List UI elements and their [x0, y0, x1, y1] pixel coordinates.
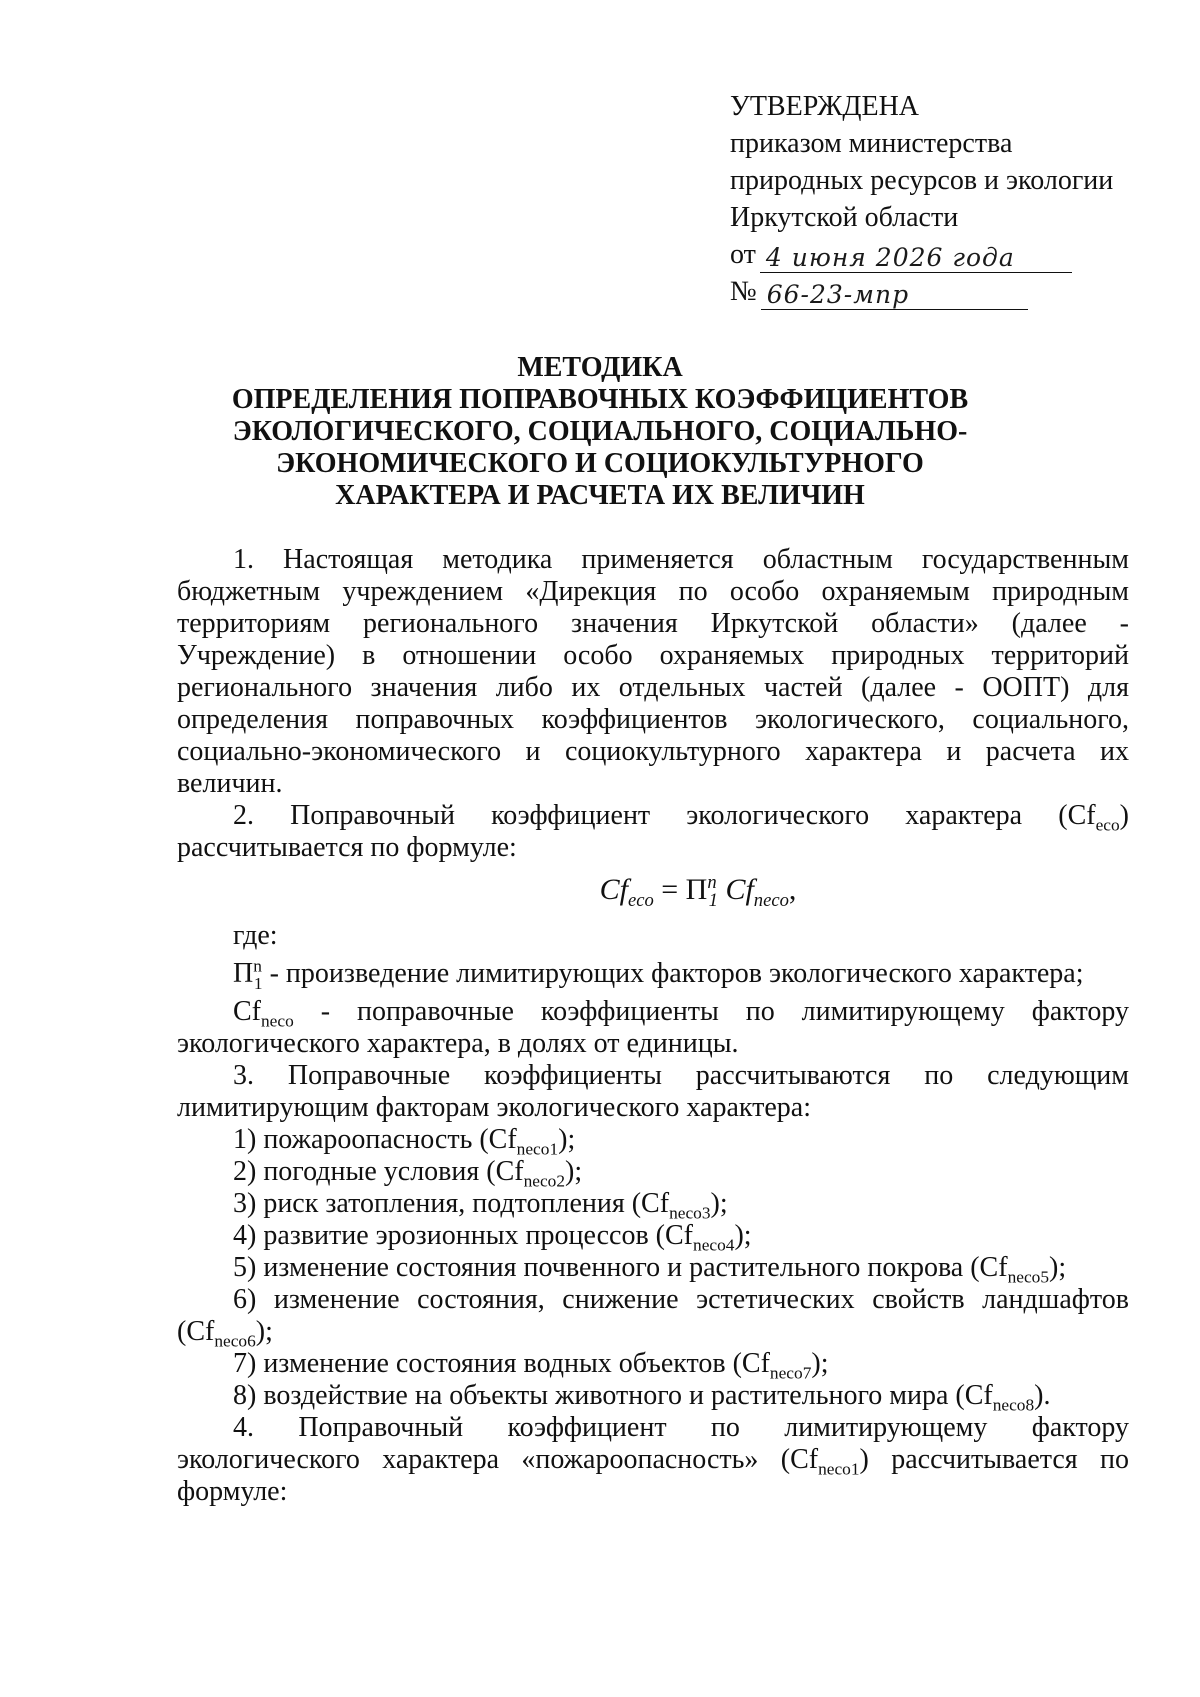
list-item-text: 6) изменение состояния, снижение эстетических свойств ландшафтов (Cf [177, 1284, 1129, 1347]
list-item [177, 1220, 1129, 1255]
definition-cf-neco [177, 996, 1129, 1060]
list-item [177, 1252, 1129, 1287]
title-line-2: ОПРЕДЕЛЕНИЯ ПОПРАВОЧНЫХ КОЭФФИЦИЕНТОВ [231, 384, 969, 415]
definition-cf-subscript: neco [261, 1011, 294, 1031]
approval-line-1: приказом министерства [730, 128, 1013, 159]
list-item-end: ). [1034, 1380, 1051, 1411]
formula-product-subscript: 1 [708, 890, 718, 911]
list-item [177, 1284, 1129, 1351]
formula-product-superscript: n [707, 872, 717, 893]
factor-list [177, 1124, 1129, 1415]
paragraph-2-subscript: eco [1095, 815, 1120, 835]
title-line-1: МЕТОДИКА [517, 352, 683, 383]
formula-rhs: Cf [725, 873, 754, 906]
approval-number-handwritten: 66-23-мпр [761, 281, 1028, 310]
where-label: где: [233, 920, 278, 951]
paragraph-1: 1. Настоящая методика применяется областным государственным бюджетным учреждением «Дирекция по особо охраняемым природным территориям регионального значения Иркутской области» (далее - Учреждение) в отношении особо охраняемых природных территорий регионального значения либо их отдельных частей (далее - ООПТ) для определения поправочных коэффициентов экологического, социального, социально-экономического и социокультурного характера и расчета их величин. [177, 544, 1129, 799]
list-item-end: ); [1049, 1252, 1067, 1283]
list-item-end: ); [811, 1348, 829, 1379]
definition-cf-text: - поправочные коэффициенты по лимитирующему фактору экологического характера, в долях от единицы. [177, 996, 1129, 1059]
list-item [177, 1124, 1129, 1159]
list-item-end: ); [734, 1220, 752, 1251]
paragraph-2-end: ) рассчитывается по формуле: [177, 800, 1129, 863]
approval-heading: УТВЕРЖДЕНА [730, 91, 920, 122]
document-body [177, 544, 1129, 1508]
paragraph-4-subscript: neco1 [818, 1459, 860, 1479]
list-item-text: 2) погодные условия (Cf [233, 1156, 524, 1187]
list-item [177, 1188, 1129, 1223]
approval-block [730, 88, 1150, 310]
list-item-text: 3) риск затопления, подтопления (Cf [233, 1188, 670, 1219]
list-item-subscript: neco1 [516, 1139, 559, 1159]
list-item-end: ); [710, 1188, 728, 1219]
formula-cf-eco [267, 870, 1129, 910]
list-item-subscript: neco2 [523, 1171, 566, 1191]
paragraph-2-start: 2. Поправочный коэффициент экологического характера (Cf [233, 800, 1096, 831]
list-item-text: 4) развитие эрозионных процессов (Cf [233, 1220, 694, 1251]
list-item-text: 5) изменение состояния почвенного и растительного покрова (Cf [233, 1252, 1008, 1283]
title-line-3: ЭКОЛОГИЧЕСКОГО, СОЦИАЛЬНОГО, СОЦИАЛЬНО- [232, 416, 968, 447]
list-item-subscript: neco4 [693, 1235, 735, 1255]
paragraph-2 [177, 800, 1129, 864]
formula-product-symbol: Π [685, 873, 708, 906]
document-title [100, 352, 1100, 512]
list-item-subscript: neco8 [992, 1395, 1035, 1415]
formula-comma: , [788, 873, 797, 906]
definition-cf-symbol: Cf [233, 996, 261, 1027]
list-item-end: ); [565, 1156, 583, 1187]
approval-number-prefix: № [730, 276, 757, 307]
list-item [177, 1380, 1129, 1415]
definition-product [177, 956, 1129, 993]
approval-date-row [730, 236, 1150, 273]
list-item-end: ); [558, 1124, 576, 1155]
approval-date-handwritten: 4 июня 2026 года [760, 244, 1072, 273]
list-item-text: 7) изменение состояния водных объектов (Cf [233, 1348, 770, 1379]
list-item-subscript: neco7 [769, 1363, 812, 1383]
list-item-text: 1) пожароопасность (Cf [233, 1124, 517, 1155]
approval-number-row [730, 273, 1150, 310]
list-item-subscript: neco6 [214, 1331, 256, 1351]
paragraph-4-end: ) рассчитывается по формуле: [177, 1444, 1129, 1507]
paragraph-3: 3. Поправочные коэффициенты рассчитываются по следующим лимитирующим факторам экологического характера: [177, 1060, 1129, 1123]
paragraph-4 [177, 1412, 1129, 1508]
list-item [177, 1348, 1129, 1383]
definition-product-text: - произведение лимитирующих факторов экологического характера; [262, 958, 1084, 989]
list-item-end: ); [255, 1316, 273, 1347]
list-item-text: 8) воздействие на объекты животного и растительного мира (Cf [233, 1380, 993, 1411]
approval-line-3: Иркутской области [730, 202, 959, 233]
approval-date-prefix: от [730, 239, 756, 270]
list-item [177, 1156, 1129, 1191]
title-line-5: ХАРАКТЕРА И РАСЧЕТА ИХ ВЕЛИЧИН [335, 480, 865, 511]
approval-line-2: природных ресурсов и экологии [730, 165, 1114, 196]
definition-product-subscript: 1 [253, 973, 263, 993]
list-item-subscript: neco5 [1007, 1267, 1050, 1287]
definition-product-symbol: Π [233, 958, 254, 989]
formula-rhs-subscript: neco [753, 890, 789, 911]
paragraph-4-start: 4. Поправочный коэффициент по лимитирующему фактору экологического характера «пожароопасность» (Cf [177, 1412, 1129, 1475]
formula-equals: = [653, 873, 686, 906]
definition-product-superscript: n [253, 956, 262, 976]
formula-lhs-subscript: eco [627, 890, 654, 911]
title-line-4: ЭКОНОМИЧЕСКОГО И СОЦИОКУЛЬТУРНОГО [276, 448, 924, 479]
formula-lhs: Cf [599, 873, 628, 906]
list-item-subscript: neco3 [669, 1203, 711, 1223]
